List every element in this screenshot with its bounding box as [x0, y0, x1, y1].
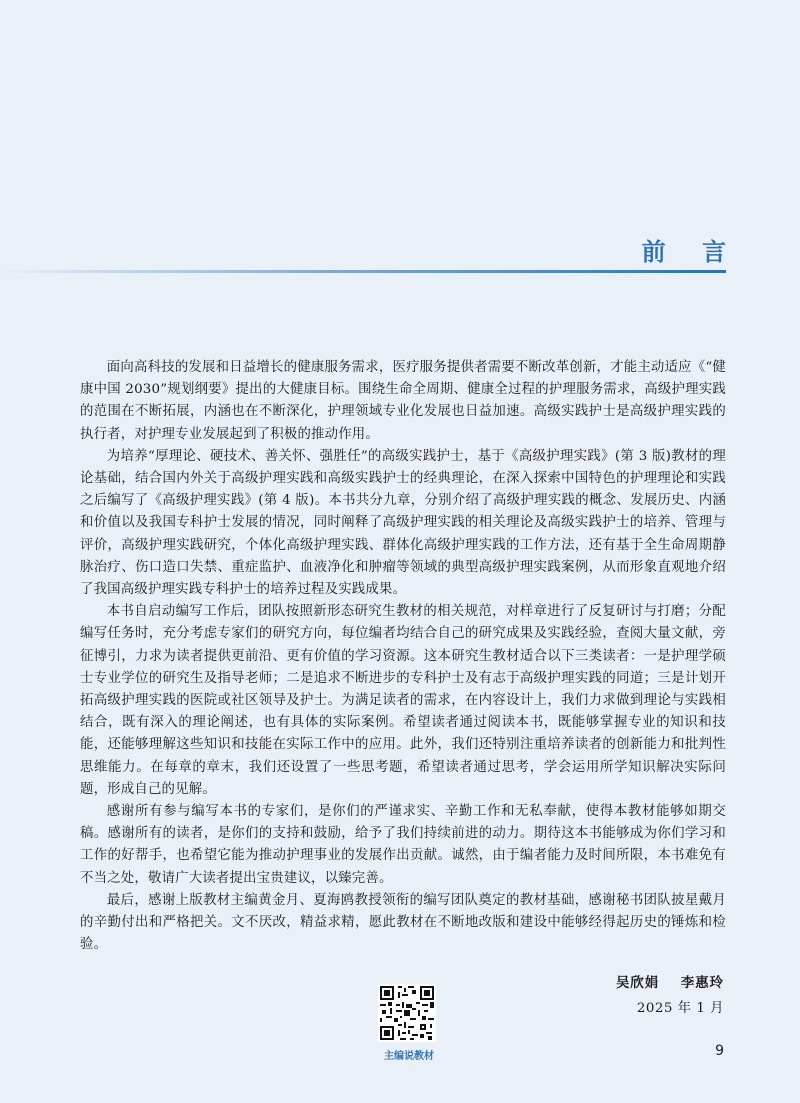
author-names: 吴欣娟 李惠玲: [615, 975, 724, 991]
paragraph: 面向高科技的发展和日益增长的健康服务需求，医疗服务提供者需要不断改革创新，才能主动适应《“健康中国 2030”规划纲要》提出的大健康目标。围绕生命全周期、健康全过程的护理服务需求，高级护理实践的范围在不断拓展，内涵也在不断深化，护理领域专业化发展也日益加速。高级实践护士是高级护理实践的执行者，对护理专业发展起到了积极的推动作用。: [80, 360, 726, 442]
signature-date: 2025 年 1 月: [636, 1001, 724, 1016]
qr-code-graphic: [378, 984, 436, 1042]
paragraph: 本书自启动编写工作后，团队按照新形态研究生教材的相关规范，对样章进行了反复研讨与打磨；分配编写任务时，充分考虑专家们的研究方向，每位编者均结合自己的研究成果及实践经验，查阅大量文献，旁征博引，力求为读者提供更前沿、更有价值的学习资源。这本研究生教材适合以下三类读者：一是护理学硕士专业学位的研究生及指导老师；二是追求不断进步的专科护士及有志于高级护理实践的同道；三是计划开拓高级护理实践的医院或社区领导及护士。为满足读者的需求，在内容设计上，我们力求做到理论与实践相结合，既有深入的理论阐述，也有具体的实际案例。希望读者通过阅读本书，既能够掌握专业的知识和技能，还能够理解这些知识和技能在实际工作中的应用。此外，我们还特别注重培养读者的创新能力和批判性思维能力。在每章的章末，我们还设置了一些思考题，希望读者通过思考，学会运用所学知识解决实际问题，形成自己的见解。: [80, 604, 726, 797]
paragraph: 感谢所有参与编写本书的专家们，是你们的严谨求实、辛勤工作和无私奉献，使得本教材能够如期交稿。感谢所有的读者，是你们的支持和鼓励，给予了我们持续前进的动力。期待这本书能够成为你们学习和工作的好帮手，也希望它能为推动护理事业的发展作出贡献。诚然，由于编者能力及时间所限，本书难免有不当之处，敬请广大读者提出宝贵建议，以臻完善。: [80, 804, 726, 886]
signature-block: [616, 972, 724, 1016]
qr-caption: 主编说教材: [384, 1051, 434, 1062]
heading-divider: [0, 270, 726, 273]
preface-body: [80, 357, 726, 956]
chapter-heading: [0, 230, 740, 274]
paragraph: 为培养“厚理论、硬技术、善关怀、强胜任”的高级实践护士，基于《高级护理实践》(第 3 版)教材的理论基础，结合国内外关于高级护理实践和高级实践护士的经典理论，在深入探索中国特色的护理理论和实践之后编写了《高级护理实践》(第 4 版)。本书共分九章，分别介绍了高级护理实践的概念、发展历史、内涵和价值以及我国专科护士发展的情况，同时阐释了高级护理实践的相关理论及高级实践护士的培养、管理与评价，高级护理实践研究，个体化高级护理实践、群体化高级护理实践的工作方法，还有基于全生命周期静脉治疗、伤口造口失禁、重症监护、血液净化和肿瘤等领域的典型高级护理实践案例，从而形象直观地介绍了我国高级护理实践专科护士的培养过程及实践成果。: [80, 448, 726, 598]
qr-code-icon[interactable]: [378, 984, 438, 1042]
paragraph: 最后，感谢上版教材主编黄金月、夏海鸥教授领衔的编写团队奠定的教材基础，感谢秘书团队披星戴月的辛勤付出和严格把关。文不厌改，精益求精，愿此教材在不断地改版和建设中能够经得起历史的锤炼和检验。: [80, 892, 726, 953]
page-number: 9: [715, 1043, 724, 1059]
page-title: 前 言: [641, 238, 740, 266]
